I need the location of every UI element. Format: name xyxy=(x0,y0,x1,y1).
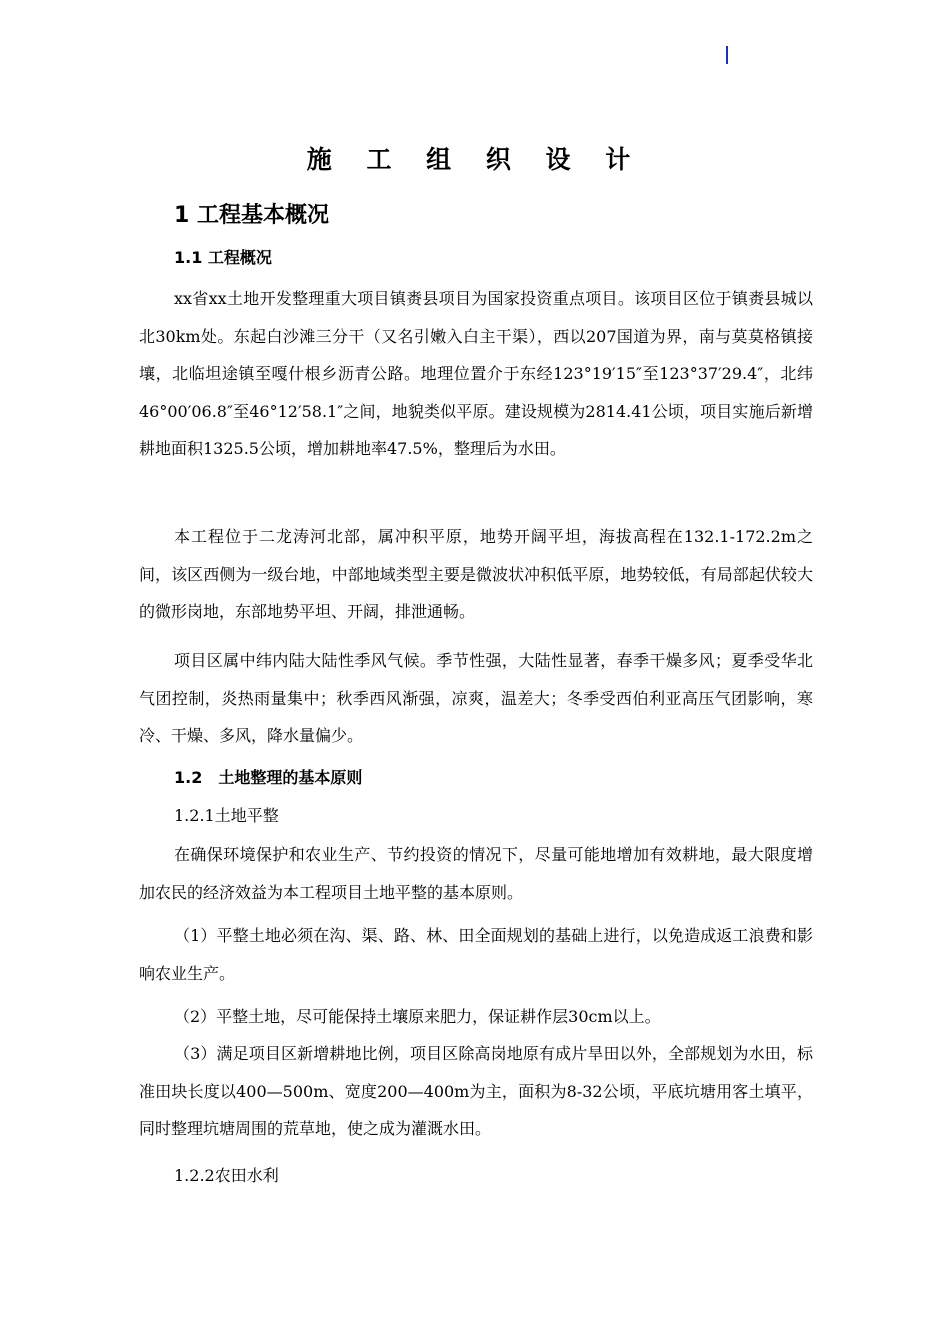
section-heading: 1 工程基本概况 xyxy=(174,203,329,228)
paragraph: 项目区属中纬内陆大陆性季风气候。季节性强，大陆性显著，春季干燥多风；夏季受华北气团控制，炎热雨量集中；秋季西风渐强，凉爽，温差大；冬季受西伯利亚高压气团影响，寒冷、干燥、多风，降水量偏少。 xyxy=(139,651,813,745)
subsubsection-heading: 1.2.1土地平整 xyxy=(174,806,279,825)
cursor-mark xyxy=(726,46,728,64)
paragraph: 在确保环境保护和农业生产、节约投资的情况下，尽量可能地增加有效耕地，最大限度增加农民的经济效益为本工程项目土地平整的基本原则。 xyxy=(139,845,813,902)
subsection-heading: 1.1 工程概况 xyxy=(174,248,272,267)
subsection-heading: 1.2 土地整理的基本原则 xyxy=(174,768,363,787)
paragraph: xx省xx土地开发整理重大项目镇赉县项目为国家投资重点项目。该项目区位于镇赉县城以北30km处。东起白沙滩三分干（又名引嫩入白主干渠），西以207国道为界，南与莫莫格镇接壤，北临坦途镇至嘎什根乡沥青公路。地理位置介于东经123°19′15″至123°37′29.4″，北纬46°00′06.8″至46°12′58.1″之间，地貌类似平原。建设规模为2814.41公顷，项目实施后新增耕地面积1325.5公顷，增加耕地率47.5%，整理后为水田。 xyxy=(139,289,813,458)
subsubsection-heading: 1.2.2农田水利 xyxy=(174,1166,279,1185)
paragraph: （2）平整土地，尽可能保持土壤原来肥力，保证耕作层30cm以上。 xyxy=(174,1007,661,1026)
page-title: 施 工 组 织 设 计 xyxy=(306,145,644,174)
paragraph: （1）平整土地必须在沟、渠、路、林、田全面规划的基础上进行，以免造成返工浪费和影响农业生产。 xyxy=(139,926,813,983)
paragraph: 本工程位于二龙涛河北部，属冲积平原，地势开阔平坦，海拔高程在132.1-172.2m之间，该区西侧为一级台地，中部地域类型主要是微波状冲积低平原，地势较低，有局部起伏较大的微形岗地，东部地势平坦、开阔，排泄通畅。 xyxy=(139,527,813,621)
paragraph: （3）满足项目区新增耕地比例，项目区除高岗地原有成片旱田以外，全部规划为水田，标准田块长度以400—500m、宽度200—400m为主，面积为8-32公顷，平底坑塘用客土填平，同时整理坑塘周围的荒草地，使之成为灌溉水田。 xyxy=(139,1044,813,1138)
